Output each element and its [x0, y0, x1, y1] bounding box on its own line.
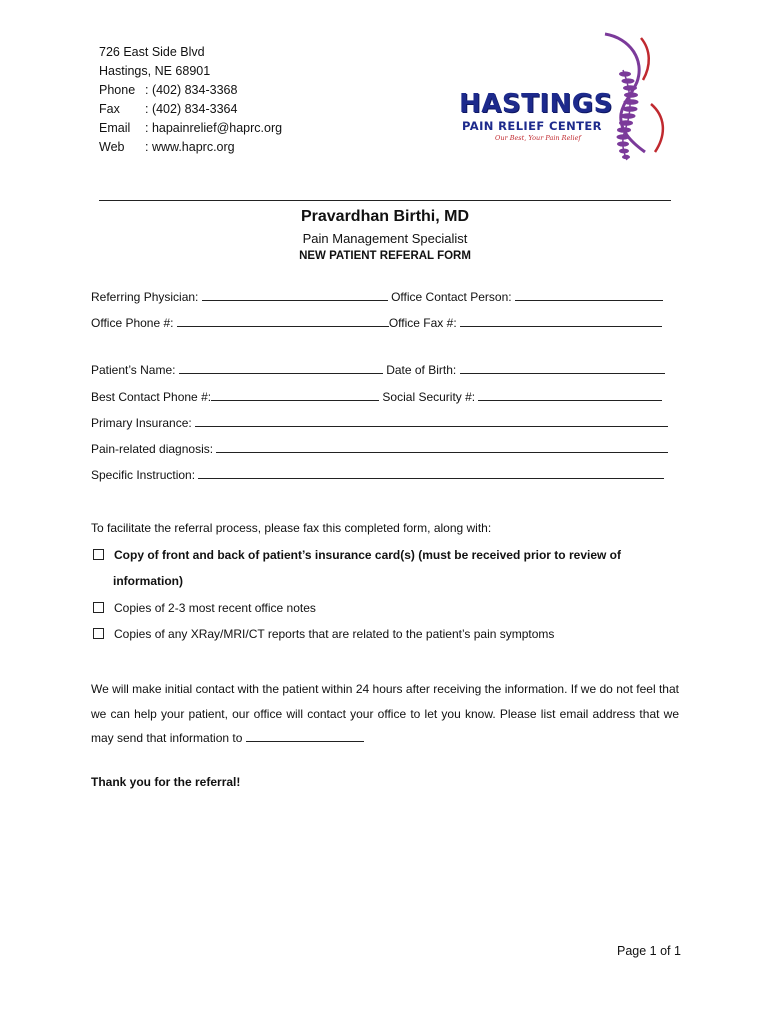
office-contact-person-label: Office Contact Person:: [391, 290, 512, 304]
referring-physician-field[interactable]: [202, 289, 388, 301]
insurance-row: [91, 415, 668, 430]
referring-physician-label: Referring Physician:: [91, 290, 199, 304]
specific-instruction-field[interactable]: [198, 467, 664, 479]
contact-fax-label: Fax: [99, 102, 120, 116]
diagnosis-row: [91, 441, 668, 456]
date-of-birth-field[interactable]: [460, 362, 665, 374]
office-phone-label: Office Phone #:: [91, 316, 174, 330]
notes-item-text: Copies of 2-3 most recent office notes: [114, 601, 316, 615]
contact-fax: [99, 100, 282, 119]
patient-name-label: Patient’s Name:: [91, 363, 176, 377]
contact-phone-row: [91, 389, 662, 404]
form-title: NEW PATIENT REFERAL FORM: [299, 250, 471, 262]
email-address-field[interactable]: [246, 730, 364, 742]
fax-instructions: To facilitate the referral process, please fax this completed form, along with:: [91, 521, 492, 535]
address-city: Hastings, NE 68901: [99, 64, 211, 78]
header-divider: [99, 200, 671, 201]
page-number: Page 1 of 1: [617, 944, 681, 958]
primary-insurance-field[interactable]: [195, 415, 668, 427]
contact-phone: [99, 81, 282, 100]
instruction-row: [91, 467, 664, 482]
reports-checkbox[interactable]: [93, 628, 104, 639]
social-security-label: Social Security #:: [382, 390, 476, 404]
office-fax-label: Office Fax #:: [388, 316, 457, 330]
date-of-birth-label: Date of Birth:: [386, 363, 457, 377]
office-phone-field[interactable]: [177, 315, 389, 327]
logo-tagline: Our Best, Your Pain Relief: [495, 134, 581, 142]
contact-web: [99, 138, 282, 157]
checklist-item-insurance-cont: information): [113, 574, 183, 588]
contact-phone-value: : (402) 834-3368: [145, 83, 238, 97]
best-contact-phone-label: Best Contact Phone #:: [91, 390, 212, 404]
pain-diagnosis-label: Pain-related diagnosis:: [91, 442, 214, 456]
logo-wordmark: HASTINGS: [459, 89, 613, 119]
checklist-item-notes: [93, 601, 316, 615]
office-contact-person-field[interactable]: [515, 289, 663, 301]
checklist-item-insurance: [93, 548, 621, 562]
referring-row: [91, 289, 663, 304]
notes-checkbox[interactable]: [93, 602, 104, 613]
office-phone-row: [91, 315, 662, 330]
insurance-item-text: Copy of front and back of patient’s insurance card(s) (must be received prior to review of: [114, 548, 621, 562]
patient-name-field[interactable]: [179, 362, 383, 374]
clinic-logo: [455, 30, 685, 170]
specific-instruction-label: Specific Instruction:: [91, 468, 196, 482]
reports-item-text: Copies of any XRay/MRI/CT reports that are related to the patient’s pain symptoms: [114, 627, 555, 641]
best-contact-phone-field[interactable]: [211, 389, 379, 401]
doctor-name: Pravardhan Birthi, MD: [300, 208, 470, 225]
social-security-field[interactable]: [478, 389, 662, 401]
contact-email-label: Email: [99, 121, 131, 135]
contact-fax-value: : (402) 834-3364: [145, 102, 238, 116]
thank-you-note: Thank you for the referral!: [91, 775, 241, 789]
pain-diagnosis-field[interactable]: [216, 441, 668, 453]
contact-email: [99, 119, 282, 138]
logo-subtitle: PAIN RELIEF CENTER: [462, 119, 602, 133]
patient-name-row: [91, 362, 665, 377]
doctor-specialty: Pain Management Specialist: [302, 231, 468, 246]
checklist-item-reports: [93, 627, 554, 641]
office-fax-field[interactable]: [460, 315, 662, 327]
clinic-address-block: [99, 43, 282, 157]
contact-paragraph-text: We will make initial contact with the patient within 24 hours after receiving the information. If we do not feel that we can help your patient, our office will contact your office to let you know. Please list email address that we may send that information to: [91, 682, 679, 745]
address-street: 726 East Side Blvd: [99, 45, 205, 59]
contact-web-value: : www.haprc.org: [145, 140, 235, 154]
primary-insurance-label: Primary Insurance:: [91, 416, 192, 430]
contact-phone-label: Phone: [99, 83, 136, 97]
contact-web-label: Web: [99, 140, 125, 154]
contact-email-value: : hapainrelief@haprc.org: [145, 121, 283, 135]
insurance-checkbox[interactable]: [93, 549, 104, 560]
contact-paragraph: [91, 677, 679, 751]
